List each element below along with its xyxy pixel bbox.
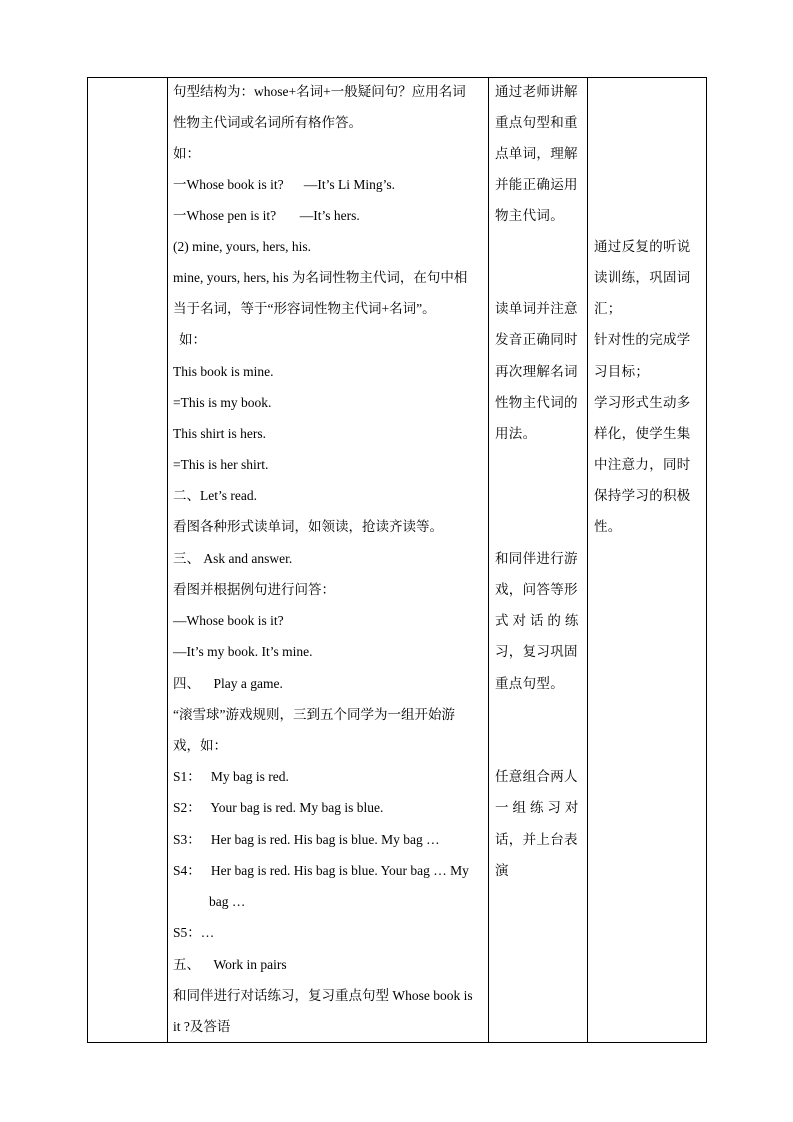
activity-line: 读单词并注意	[495, 301, 578, 316]
intent-line: 学习形式生动多	[594, 395, 691, 410]
intent-line: 保持学习的积极	[594, 488, 691, 503]
table-bottom-border	[87, 1042, 707, 1043]
activity-line: 习，复习巩固	[495, 644, 578, 659]
section-heading: 二、Let’s read.	[173, 488, 257, 503]
activity-line: 和同伴进行游	[495, 551, 578, 566]
content-line: 如：	[173, 146, 200, 161]
activity-line: 并能正确运用	[495, 177, 578, 192]
content-line: S4： Her bag is red. His bag is blue. Your bag … My	[173, 863, 469, 878]
activity-line: 重点句型和重	[495, 115, 578, 130]
content-line: This book is mine.	[173, 364, 274, 379]
table-divider-3	[587, 77, 588, 1043]
content-line: S2： Your bag is red. My bag is blue.	[173, 800, 384, 815]
activity-line: 式 对 话 的 练	[495, 613, 579, 628]
content-line: This shirt is hers.	[173, 426, 266, 441]
section-heading: 四、 Play a game.	[173, 676, 283, 691]
content-line: “滚雪球”游戏规则，三到五个同学为一组开始游	[173, 707, 455, 722]
activity-line: 演	[495, 863, 509, 878]
activity-line: 一 组 练 习 对	[495, 800, 579, 815]
content-line: 戏，如：	[173, 738, 227, 753]
activity-line: 任意组合两人	[495, 769, 578, 784]
activity-line: 用法。	[495, 426, 537, 441]
activity-line: 发音正确同时	[495, 332, 578, 347]
section-heading: 五、 Work in pairs	[173, 957, 287, 972]
intent-line: 汇；	[594, 301, 622, 316]
activity-line: 性物主代词的	[495, 395, 578, 410]
content-line: it ?及答语	[173, 1019, 231, 1034]
section-heading: 三、 Ask and answer.	[173, 551, 293, 566]
content-line: 当于名词，等于“形容词性物主代词+名词”。	[173, 301, 436, 316]
activity-line: 话，并上台表	[495, 832, 578, 847]
activity-line: 通过老师讲解	[495, 84, 578, 99]
activity-line: 物主代词。	[495, 208, 564, 223]
content-line: 如：	[179, 332, 206, 347]
activity-line: 重点句型。	[495, 676, 564, 691]
content-line: —Whose book is it?	[173, 613, 284, 628]
content-line: =This is her shirt.	[173, 457, 269, 472]
intent-line: 读训练，巩固词	[594, 270, 691, 285]
intent-line: 样化，使学生集	[594, 426, 691, 441]
content-line: 和同伴进行对话练习，复习重点句型 Whose book is	[173, 988, 473, 1003]
activity-line: 戏，问答等形	[495, 582, 578, 597]
intent-line: 习目标；	[594, 364, 650, 379]
content-line: S3： Her bag is red. His bag is blue. My bag …	[173, 832, 440, 847]
intent-line: 针对性的完成学	[594, 332, 691, 347]
content-line: bag …	[209, 894, 246, 909]
content-line: 句型结构为：whose+名词+一般疑问句？应用名词	[173, 84, 466, 99]
intent-line: 中注意力，同时	[594, 457, 691, 472]
content-line: 一Whose pen is it? —It’s hers.	[173, 208, 360, 223]
content-line: 看图并根据例句进行问答：	[173, 582, 335, 597]
table-border-right	[706, 77, 707, 1043]
table-divider-1	[167, 77, 168, 1043]
content-line: —It’s my book. It’s mine.	[173, 644, 313, 659]
activity-line: 再次理解名词	[495, 364, 578, 379]
content-line: S5：…	[173, 925, 215, 940]
content-line: S1： My bag is red.	[173, 769, 289, 784]
intent-line: 性。	[594, 519, 622, 534]
table-border-left	[87, 77, 88, 1043]
content-line: mine, yours, hers, his 为名词性物主代词，在句中相	[173, 270, 468, 285]
content-line: 看图各种形式读单词，如领读，抢读齐读等。	[173, 519, 443, 534]
content-line: 性物主代词或名词所有格作答。	[173, 115, 362, 130]
table-top-border	[87, 77, 707, 78]
table-divider-2	[488, 77, 489, 1043]
activity-line: 点单词，理解	[495, 146, 578, 161]
content-line: 一Whose book is it? —It’s Li Ming’s.	[173, 177, 395, 192]
content-line: =This is my book.	[173, 395, 272, 410]
intent-line: 通过反复的听说	[594, 239, 691, 254]
content-line: (2) mine, yours, hers, his.	[173, 239, 311, 254]
